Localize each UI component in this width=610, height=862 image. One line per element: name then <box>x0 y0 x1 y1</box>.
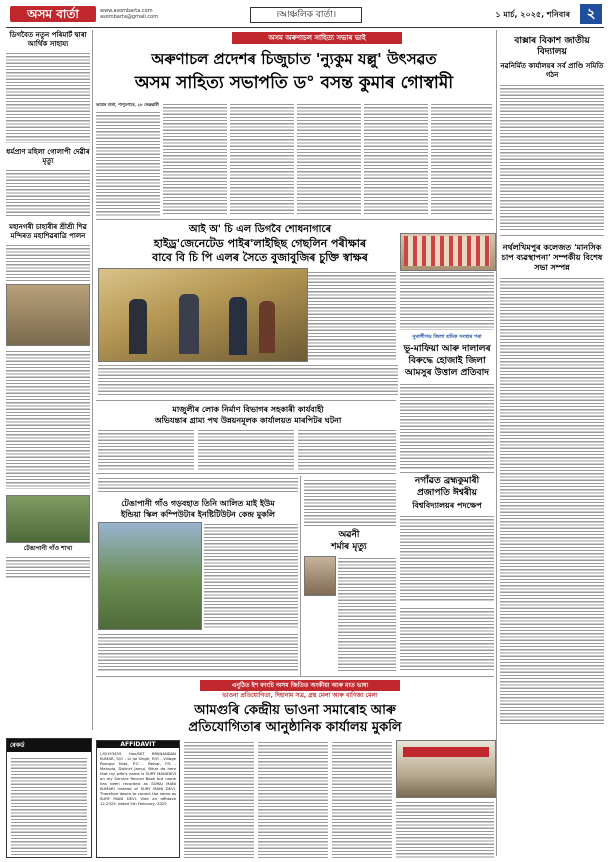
bottom-col-4 <box>396 800 494 858</box>
left-story4-title: টেঙাপানী গাঁও শাখা <box>23 545 73 552</box>
masthead-url: www.asombarta.com <box>100 8 153 14</box>
left-story2-body <box>6 168 90 218</box>
affidavit-ad <box>96 740 180 858</box>
right-divider <box>500 235 604 236</box>
left-column <box>6 30 90 579</box>
lead-col-6 <box>431 102 492 216</box>
pwd-col-2 <box>198 428 294 470</box>
bottom-col-3 <box>332 740 392 858</box>
issue-date: ১ মাৰ্চ, ২০২৫, শনিবাৰ <box>495 10 570 19</box>
obit-headline-1: অৱনী <box>338 530 360 540</box>
page-number: ২ <box>580 4 602 24</box>
girls-body <box>400 514 494 602</box>
left-story3-body <box>6 243 90 281</box>
left-story4-photo <box>6 495 90 543</box>
computer-photo <box>98 522 202 630</box>
pwd-headline-1: মাজুলীৰ লোক নিৰ্মাণ বিভাগৰ সহকাৰী কাৰ্যবাহী <box>172 404 324 414</box>
ioc-photo <box>98 268 308 362</box>
protest-headline-2: বিৰুদ্ধে হোজাই জিলা <box>408 356 486 366</box>
lead-byline: আমাৰ বাৰ্তা, পাপুমপাৰে, ২৮ ফেব্ৰুৱাৰী <box>96 102 159 107</box>
section-name: ।আঞ্চলিক বাৰ্তা। <box>250 7 362 23</box>
protest-headline-3: আমসুৰ উত্তাল প্ৰতিবাদ <box>405 368 489 378</box>
lead-col-4 <box>297 102 361 216</box>
girls-headline-3: বিশ্ববিদ্যালয়ৰ পদক্ষেপ <box>412 500 482 510</box>
lead-col-2 <box>163 102 227 216</box>
masthead-email: asombarta@gmail.com <box>100 14 159 20</box>
right-story1-sub: নৱনিৰ্মিত কাৰ্যালয়ৰ সৰ্ব প্ৰাণ্ডি সমিতি গঠন <box>500 61 604 79</box>
computer-body-1 <box>204 522 298 628</box>
lead-divider <box>96 219 494 220</box>
lead-col-5 <box>364 102 428 216</box>
right-column <box>500 36 604 724</box>
newspaper-logo: অসম বাৰ্তা <box>10 6 96 22</box>
right-story2-title: নৰ্থলখিমপুৰ কলেজত 'মানসিক চাপ ব্যৱস্থাপনা' সম্পৰ্কীয় বিশেষ সভা সম্পন্ন <box>501 242 603 272</box>
bottom-photo <box>396 740 496 798</box>
ioc-body-2 <box>98 363 398 397</box>
protest-headline-1: ভূ-মাফিয়া আৰু দালালৰ <box>403 344 491 354</box>
computer-body-2 <box>98 632 298 672</box>
left-story3-photo <box>6 284 90 346</box>
lead-body <box>96 102 492 216</box>
girls-headline-1: নগাঁৱত ব্ৰহ্মকুমাৰী <box>414 476 480 486</box>
classified-body <box>11 756 87 856</box>
left-story1-body <box>6 51 90 143</box>
left-story1-title: ডিগবৈত নতুন পৰিমাৰ্ট দ্বাৰা আৰ্থিক সাহায্য <box>9 30 87 48</box>
bottom-kicker: এনুঠিত ইশ ফাংচি অসম জিতিত অংকীয়া আৰু মাত ভাষা <box>200 680 400 691</box>
obit-headline-2: শৰ্মাৰ মৃত্যু <box>331 542 367 552</box>
left-story4-body <box>6 555 90 579</box>
ioc-headline-2: হাইড্ৰ'জেনেটেড পাইৰ'লাইছিছ গেছলিন পৰীক্ষাৰ <box>153 237 367 250</box>
computer-headline-1: টেঙাপানী গাঁও গড়বহাত তিনি আলিত মাই ইউম <box>121 498 275 508</box>
lead-col-1 <box>96 110 160 216</box>
bottom-headline-2: প্ৰতিযোগিতাৰ আনুষ্ঠানিক কাৰ্যালয় মুকলি <box>188 720 402 735</box>
computer-headline-2: ইন্ডিয়া স্কিল কম্পিউটাৰ ইনষ্টিটিউটন কেন্দ্ৰ মুকলি <box>120 509 275 519</box>
classified-title: ৰেকৰ্ড <box>7 739 91 752</box>
girls-headline-2: প্ৰজাপতি ঈশ্বৰীয় <box>417 488 477 498</box>
classified-box <box>6 738 92 858</box>
bottom-headline-1: আমগুৰি কেন্দ্ৰীয় ভাওনা সমাৰোহ আৰু <box>194 703 396 718</box>
protest-body <box>400 382 494 470</box>
left-column-divider <box>92 30 93 730</box>
left-story3-title: মহানগৰী চাহাৰীৰ শ্ৰীশ্ৰী শিৱ মন্দিৰত মহাশিৱৰাত্ৰি পালন <box>9 222 87 240</box>
girls-body-2 <box>400 606 494 672</box>
bottom-kicker-2: ভাওনা প্ৰতিযোগিতা, দিহানাম সত্ৰ, গ্ৰন্থ মেলা আৰু বাণিজ্য মেলা <box>222 692 378 699</box>
affidavit-text: I,M/193455 Hav/SKT BRIJNANDAN KUMAR, S/O - Lt Jai Singh, R/O - Village Ramgur Kota, P.O - Belsar, P.S - Mahuda, District Jamul, Bihar do here that my wife's name is SURY MANIDEVI on my Service Record Book but name has been recorded as SURAJ MANI KUMARI instead of SURY MANI DEVI. Therefore desire to correct the name as SURY MANI DEVI. Vide an affidavit 12.2025, dated 5th February, 2025 <box>100 751 176 806</box>
right-story1-title: বাক্সাৰ বিকাশ জাতীয় বিদ্যালয় <box>514 36 590 57</box>
obit-body <box>338 556 396 672</box>
lead-col-3 <box>230 102 294 216</box>
obit-top-text <box>304 478 396 526</box>
ioc-divider <box>96 400 396 401</box>
protest-kicker: নুমালীগড় জিলা শ্ৰমিক সংস্থাৰ পৰা <box>412 334 482 340</box>
obit-portrait <box>304 556 336 596</box>
left-story2-title: ধৰ্মপ্ৰাণ মহিলা গোলাপী দেৱীৰ মৃত্যু <box>6 147 90 165</box>
lead-headline-1: অৰুণাচল প্ৰদেশৰ চিজুচাত 'ন্যুকুম যল্লু' উৎসৱত <box>151 50 437 68</box>
pwd-col-1 <box>98 428 194 470</box>
right-story1-body <box>500 83 604 231</box>
lead-headline-2: অসম সাহিত্য সভাপতি ড° বসন্ত কুমাৰ গোস্বামী <box>134 73 454 93</box>
masthead-rule <box>6 27 604 28</box>
ioc-headline-3: বাবে বি চি পি এলৰ সৈতে বুজাবুজিৰ চুক্তি স্বাক্ষৰ <box>152 251 368 264</box>
ioc-body-1 <box>308 270 396 360</box>
bottom-col-1 <box>184 740 254 858</box>
bottom-col-2 <box>258 740 328 858</box>
protest-headline-block <box>400 334 494 342</box>
pwd-col-3 <box>298 428 396 470</box>
masthead-contact <box>100 8 158 20</box>
pwd-body-extra <box>98 476 298 494</box>
right-column-divider <box>496 30 497 856</box>
ioc-headline-1: আই অ' চি এল ডিগবৈ শোধনাগাৰে <box>188 224 332 235</box>
protest-banner-image <box>404 236 490 266</box>
affidavit-title: AFFIDAVIT <box>97 741 179 748</box>
lead-kicker: অসম অৰুণাচল সাহিত্য সভাৰ ভাই <box>232 32 402 44</box>
right-story2-body <box>500 276 604 724</box>
left-story3-body-2 <box>6 349 90 489</box>
pwd-headline-2: অভিযন্তাৰ গ্ৰাম্য পথ উন্নয়নমূলক কাৰ্যালয়ত মাৰপিটৰ ঘটনা <box>154 415 342 425</box>
